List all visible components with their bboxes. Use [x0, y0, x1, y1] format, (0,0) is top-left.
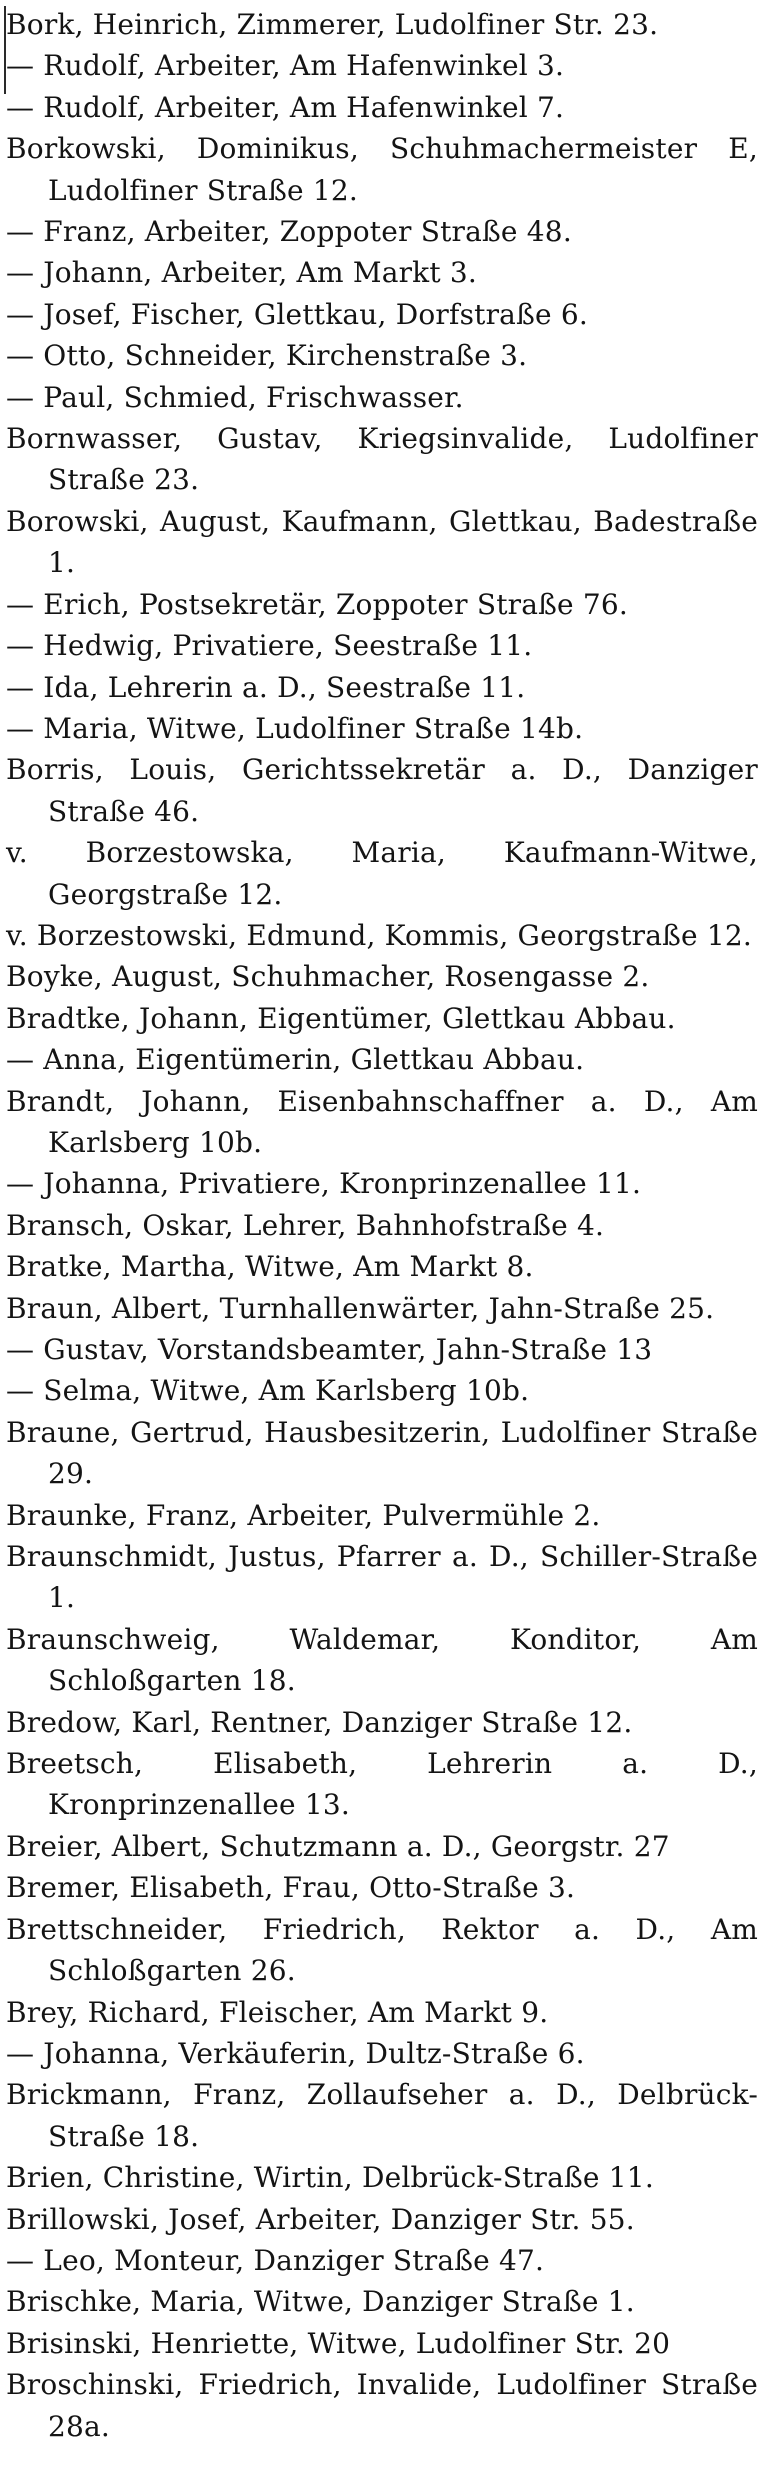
directory-entry: Brickmann, Franz, Zollaufseher a. D., Delbrück-Straße 18. — [6, 2078, 758, 2153]
directory-entry: Braunke, Franz, Arbeiter, Pulvermühle 2. — [6, 1498, 601, 1532]
directory-entry: — Paul, Schmied, Frischwasser. — [6, 380, 464, 414]
directory-entry: — Anna, Eigentümerin, Glettkau Abbau. — [6, 1043, 585, 1077]
directory-entry: Broschinski, Friedrich, Invalide, Ludolfiner Straße 28a. — [6, 2368, 758, 2443]
directory-entry: Bremer, Elisabeth, Frau, Otto-Straße 3. — [6, 1871, 576, 1905]
directory-entry: Breetsch, Elisabeth, Lehrerin a. D., Kronprinzenallee 13. — [6, 1747, 758, 1822]
directory-entry: Brandt, Johann, Eisenbahnschaffner a. D., Am Karlsberg 10b. — [6, 1084, 758, 1159]
directory-entry: — Hedwig, Privatiere, Seestraße 11. — [6, 629, 533, 663]
directory-entry: Borkowski, Dominikus, Schuhmachermeister E, Ludolfiner Straße 12. — [6, 132, 758, 207]
directory-entry: Bork, Heinrich, Zimmerer, Ludolfiner Str. 23. — [6, 8, 659, 41]
directory-entry: — Selma, Witwe, Am Karlsberg 10b. — [6, 1374, 530, 1408]
directory-entry: v. Borzestowska, Maria, Kaufmann-Witwe, Georgstraße 12. — [6, 836, 758, 911]
entry-list — [6, 4, 758, 2447]
directory-entry: — Gustav, Vorstandsbeamter, Jahn-Straße 13 — [6, 1333, 653, 1366]
directory-entry: Breier, Albert, Schutzmann a. D., Georgstr. 27 — [6, 1829, 670, 1863]
directory-entry: Brettschneider, Friedrich, Rektor a. D., Am Schloßgarten 26. — [6, 1912, 758, 1988]
directory-entry: — Josef, Fischer, Glettkau, Dorfstraße 6. — [6, 297, 588, 331]
directory-entry: Bransch, Oskar, Lehrer, Bahnhofstraße 4. — [6, 1208, 605, 1242]
directory-entry: Braun, Albert, Turnhallenwärter, Jahn-Straße 25. — [6, 1291, 715, 1325]
directory-entry: — Leo, Monteur, Danziger Straße 47. — [6, 2243, 545, 2277]
directory-entry: — Maria, Witwe, Ludolfiner Straße 14b. — [6, 711, 584, 745]
directory-entry: Brien, Christine, Wirtin, Delbrück-Straße 11. — [6, 2161, 654, 2195]
directory-entry: Brisinski, Henriette, Witwe, Ludolfiner Str. 20 — [6, 2326, 671, 2360]
directory-entry: — Rudolf, Arbeiter, Am Hafenwinkel 7. — [6, 90, 565, 124]
directory-entry: — Ida, Lehrerin a. D., Seestraße 11. — [6, 670, 526, 704]
directory-entry: Boyke, August, Schuhmacher, Rosengasse 2. — [6, 960, 650, 994]
directory-entry: Bredow, Karl, Rentner, Danziger Straße 12. — [6, 1705, 633, 1739]
directory-entry: Bornwasser, Gustav, Kriegsinvalide, Ludolfiner Straße 23. — [6, 422, 758, 497]
margin-rule — [4, 6, 6, 94]
directory-entry: — Johanna, Privatiere, Kronprinzenallee 11. — [6, 1167, 642, 1201]
directory-entry: Brillowski, Josef, Arbeiter, Danziger Str. 55. — [6, 2202, 635, 2236]
directory-entry: Borris, Louis, Gerichtssekretär a. D., Danziger Straße 46. — [6, 753, 758, 828]
directory-entry: — Rudolf, Arbeiter, Am Hafenwinkel 3. — [6, 49, 565, 83]
directory-entry: — Johanna, Verkäuferin, Dultz-Straße 6. — [6, 2036, 585, 2070]
directory-entry: — Otto, Schneider, Kirchenstraße 3. — [6, 339, 528, 373]
directory-entry: Bratke, Martha, Witwe, Am Markt 8. — [6, 1250, 534, 1284]
directory-entry: — Johann, Arbeiter, Am Markt 3. — [6, 256, 478, 290]
directory-entry: Borowski, August, Kaufmann, Glettkau, Badestraße 1. — [6, 504, 758, 580]
directory-entry: Brischke, Maria, Witwe, Danziger Straße 1. — [6, 2285, 635, 2319]
directory-entry: Brey, Richard, Fleischer, Am Markt 9. — [6, 1995, 549, 2029]
directory-entry: Braunschweig, Waldemar, Konditor, Am Schloßgarten 18. — [6, 1622, 758, 1698]
directory-entry: Braunschmidt, Justus, Pfarrer a. D., Schiller-Straße 1. — [6, 1540, 758, 1615]
directory-entry: Braune, Gertrud, Hausbesitzerin, Ludolfiner Straße 29. — [6, 1415, 758, 1491]
directory-entry: v. Borzestowski, Edmund, Kommis, Georgstraße 12. — [6, 918, 753, 952]
directory-entry: — Erich, Postsekretär, Zoppoter Straße 76. — [6, 587, 629, 621]
directory-entry: Bradtke, Johann, Eigentümer, Glettkau Abbau. — [6, 1001, 676, 1035]
directory-entry: — Franz, Arbeiter, Zoppoter Straße 48. — [6, 215, 572, 249]
